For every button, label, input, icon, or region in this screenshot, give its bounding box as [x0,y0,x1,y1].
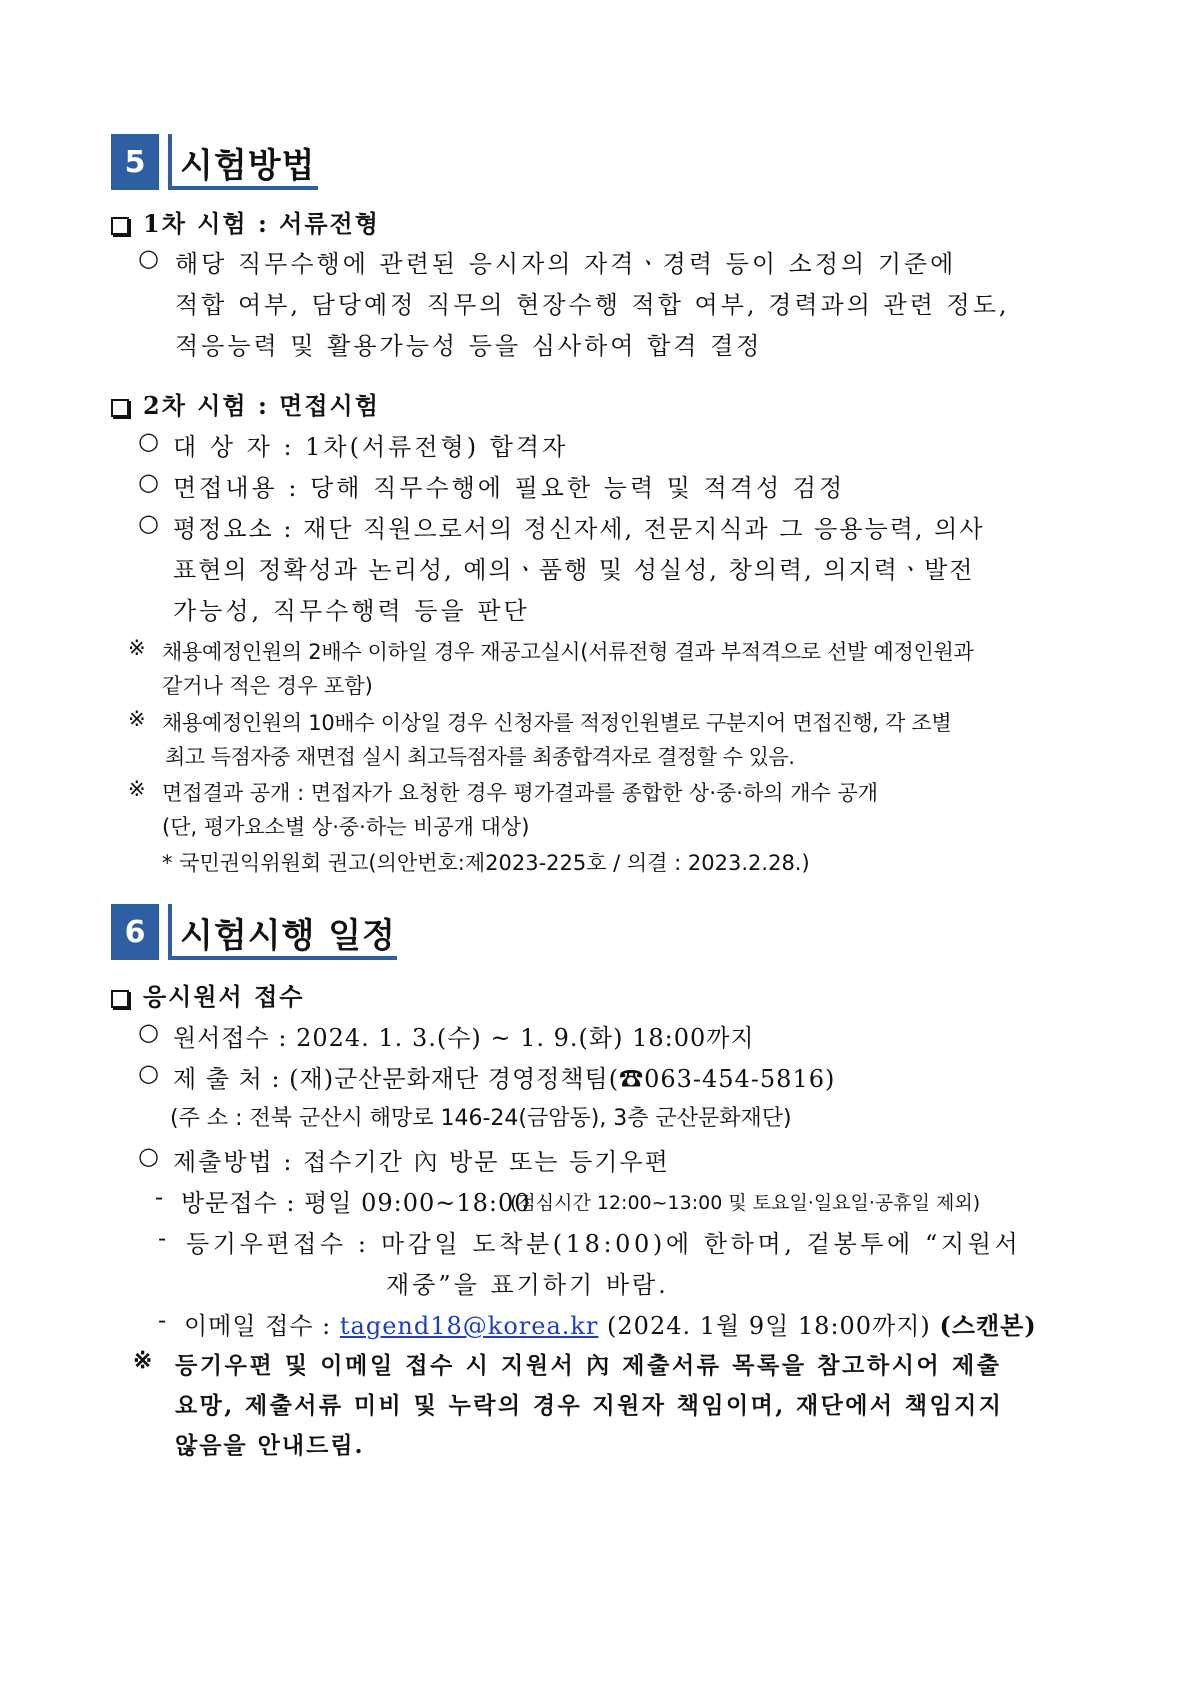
note-2-line-2: 최고 득점자중 재면접 실시 최고득점자를 최종합격자로 결정할 수 있음. [165,745,795,769]
email-dash: - [158,1306,170,1334]
stage2-item-3-cont-2: 가능성, 직무수행력 등을 판단 [173,597,530,625]
section-divider-bar [168,134,172,190]
stage1-line-3: 적응능력 및 활용가능성 등을 심사하여 합격 결정 [175,332,763,360]
schedule-item-2: 제 출 처 : (재)군산문화재단 경영정책팀(☎063-454-5816) [173,1065,836,1093]
note-2-line-1: 채용예정인원의 10배수 이상일 경우 신청자를 적정인원별로 구분지어 면접진행, 각 조별 [162,711,952,735]
stage2-item-3: 평정요소 : 재단 직원으로서의 정신자세, 전문지식과 그 응용능력, 의사 [173,515,985,543]
method-bullet: ○ [138,1142,162,1170]
note-1-mark: ※ [128,636,146,660]
stage2-item-2-bullet: ○ [138,468,162,496]
schedule-item-1-bullet: ○ [138,1018,162,1046]
stage2-item-2: 면접내용 : 당해 직무수행에 필요한 능력 및 적격성 검정 [173,474,846,502]
stage1-line-1: 해당 직무수행에 관련된 응시자의 자격ㆍ경력 등이 소정의 기준에 [175,250,957,278]
note-3-line-1: 면접결과 공개 : 면접자가 요청한 경우 평가결과를 종합한 상·중·하의 개수 공개 [162,781,879,805]
section-title-exam-schedule: 시험시행 일정 [180,916,396,956]
final-note-mark: ※ [133,1347,155,1374]
address-line: (주 소 : 전북 군산시 해망로 146-24(금암동), 3층 군산문화재단) [170,1106,792,1131]
email-deadline: (2024. 1월 9일 18:00까지) [598,1312,940,1340]
final-note-line-2: 요망, 제출서류 미비 및 누락의 경우 지원자 책임이며, 재단에서 책임지지 [175,1392,1004,1419]
note-1-line-1: 채용예정인원의 2배수 이하일 경우 재공고실시(서류전형 결과 부적격으로 선발 예정인원과 [162,640,974,664]
final-note-line-1: 등기우편 및 이메일 접수 시 지원서 內 제출서류 목록을 참고하시어 제출 [175,1352,1002,1379]
stage2-item-1: 대 상 자 : 1차(서류전형) 합격자 [173,433,569,461]
footnote: * 국민권익위원회 권고(의안번호:제2023-225호 / 의결 : 2023.2.28.) [162,851,810,875]
schedule-item-2-bullet: ○ [138,1059,162,1087]
section-title-underline [168,186,318,190]
registered-line-2: 재중”을 표기하기 바람. [386,1271,669,1299]
stage1-heading: 1차 시험 : 서류전형 [143,209,380,238]
stage2-heading: 2차 시험 : 면접시험 [143,391,380,420]
note-1-line-2: 같거나 적은 경우 포함) [162,674,373,698]
application-heading: 응시원서 접수 [143,982,305,1011]
email-row [184,1306,1037,1341]
visit-text: 방문접수 : 평일 09:00~18:00 [181,1189,531,1217]
section-number-5: 5 [111,134,159,190]
checkbox-square-icon [111,217,129,235]
note-2-mark: ※ [128,707,146,731]
stage2-item-3-bullet: ○ [138,509,162,537]
stage1-heading-row [111,204,380,239]
visit-dash: - [155,1183,167,1211]
section-divider-bar [168,904,172,960]
stage2-heading-row [111,386,380,421]
section-number-6: 6 [111,904,159,960]
section-title-exam-method: 시험방법 [180,146,316,186]
stage1-bullet: ○ [138,244,162,272]
method-text: 제출방법 : 접수기간 內 방문 또는 등기우편 [173,1148,670,1176]
schedule-item-1: 원서접수 : 2024. 1. 3.(수) ~ 1. 9.(화) 18:00까지 [173,1024,755,1052]
checkbox-square-icon [111,399,129,417]
note-3-line-2: (단, 평가요소별 상·중·하는 비공개 대상) [162,815,530,839]
email-scan-note: (스캔본) [939,1311,1037,1340]
application-heading-row [111,977,304,1012]
stage2-item-1-bullet: ○ [138,427,162,455]
registered-line-1: 등기우편접수 : 마감일 도착분(18:00)에 한하며, 겉봉투에 “지원서 [186,1230,1022,1258]
section-title-underline [168,956,397,960]
registered-dash: - [158,1224,170,1252]
visit-note: (점심시간 12:00~13:00 및 토요일·일요일·공휴일 제외) [510,1192,981,1214]
note-3-mark: ※ [128,777,146,801]
email-label: 이메일 접수 : [184,1312,340,1340]
email-link[interactable]: tagend18@korea.kr [339,1312,599,1340]
stage1-line-2: 적합 여부, 담당예정 직무의 현장수행 적합 여부, 경력과의 관련 정도, [175,291,1010,319]
final-note-line-3: 않음을 안내드림. [175,1432,365,1459]
stage2-item-3-cont-1: 표현의 정확성과 논리성, 예의ㆍ품행 및 성실성, 창의력, 의지력ㆍ발전 [173,556,975,584]
checkbox-square-icon [111,990,129,1008]
